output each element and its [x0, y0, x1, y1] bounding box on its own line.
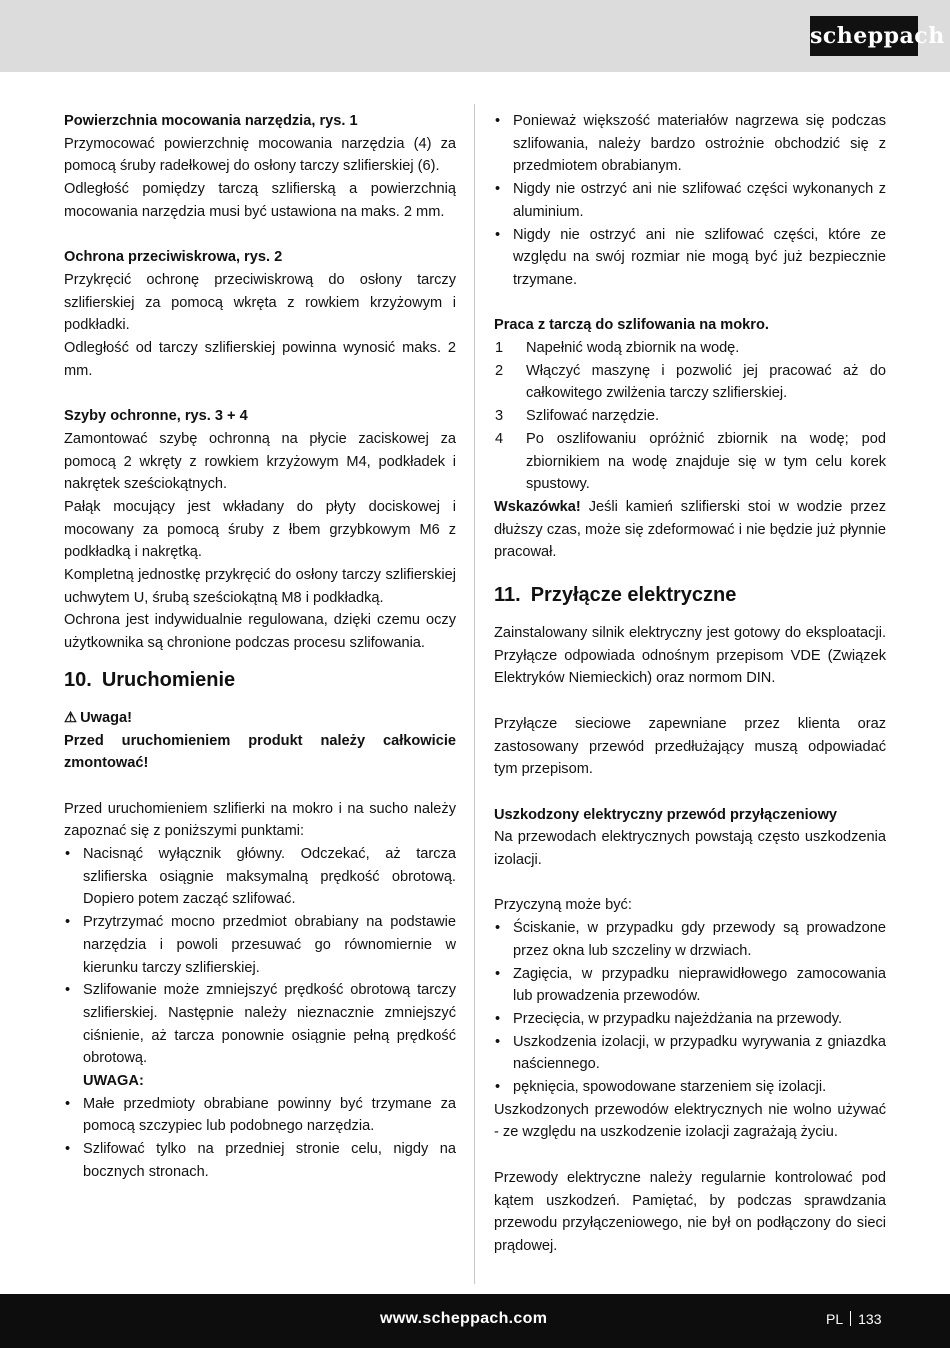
paragraph: Zamontować szybę ochronną na płycie zaciskowej za pomocą 2 wkręty z rowkiem krzyżowym M4, podkładek i nakrętek sześciokątnych.	[64, 430, 456, 493]
warning-triangle-icon: ⚠	[64, 709, 78, 726]
brand-logo: scheppach	[810, 16, 918, 56]
paragraph: Na przewodach elektrycznych powstają często uszkodzenia izolacji.	[494, 829, 886, 869]
section-title-electrical	[494, 580, 886, 610]
paragraph: Uszkodzonych przewodów elektrycznych nie wolno używać - ze względu na uszkodzenie izolacji zagrażają życiu.	[494, 1101, 886, 1141]
bullet-mark: •	[495, 965, 501, 982]
bullet-mark: •	[495, 181, 501, 198]
paragraph: Kompletną jednostkę przykręcić do osłony tarczy szlifierskiej uchwytem U, śrubą sześciokątną M8 i podkładką.	[64, 567, 456, 606]
paragraph: Przewody elektryczne należy regularnie kontrolować pod kątem uszkodzeń. Pamiętać, by podczas sprawdzania przewodu przyłączeniowego, nie był on podłączony do sieci prądowej.	[494, 1169, 886, 1254]
section-title-start-up	[64, 665, 456, 695]
section-title-text: Przyłącze elektryczne	[530, 584, 737, 607]
bullet-list	[64, 1093, 456, 1184]
paragraph: Zainstalowany silnik elektryczny jest gotowy do eksploatacji. Przyłącze odpowiada odnośnym przepisom VDE (Związek Elektryków Niemieckich) oraz normom DIN.	[494, 625, 886, 687]
bullet-mark: •	[65, 1095, 71, 1112]
bullet-mark: •	[495, 113, 501, 129]
step-number: 1	[495, 340, 504, 357]
bullet-mark: •	[495, 920, 501, 937]
list-item: • Nigdy nie ostrzyć ani nie szlifować części wykonanych z aluminium.	[494, 178, 886, 223]
section-number: 10.	[64, 668, 92, 691]
section-title-text: Uruchomienie	[101, 668, 236, 691]
bullet-mark: •	[495, 1033, 501, 1050]
list-item: • Szlifować tylko na przedniej stronie celu, nigdy na bocznych stronach.	[64, 1138, 456, 1183]
list-item: • Zagięcia, w przypadku nieprawidłowego zamocowania lub prowadzenia przewodów.	[494, 963, 886, 1008]
list-item: • pęknięcia, spowodowane starzeniem się izolacji.	[494, 1076, 886, 1099]
footer-bar	[0, 1294, 950, 1348]
left-column	[64, 110, 456, 1184]
paragraph: Przymocować powierzchnię mocowania narzędzia (4) za pomocą śruby radełkowej do osłony tarczy szlifierskiej (6).	[64, 135, 456, 175]
list-item: • Ściskanie, w przypadku gdy przewody są prowadzone przez okna lub szczeliny w drzwiach.	[494, 917, 886, 962]
section-number: 11.	[494, 584, 521, 607]
warning-text: Przed uruchomieniem produkt należy całkowicie zmontować!	[64, 732, 456, 772]
list-item: • Ponieważ większość materiałów nagrzewa się podczas szlifowania, należy bardzo ostrożnie obchodzić się z przedmiotem obrabianym.	[494, 110, 886, 178]
step-number: 2	[495, 362, 504, 379]
bullet-list	[494, 110, 886, 292]
bullet-mark: •	[65, 982, 71, 999]
list-item: 2 Włączyć maszynę i pozwolić jej pracować aż do całkowitego zwilżenia tarczy szlifierskiej.	[494, 360, 886, 405]
list-item: • Uszkodzenia izolacji, w przypadku wyrywania z gniazdka naściennego.	[494, 1031, 886, 1076]
page-indicator	[826, 1311, 881, 1327]
page-number: 133	[858, 1311, 882, 1327]
hint-label: Wskazówka!	[494, 498, 581, 515]
page-separator	[850, 1311, 851, 1326]
paragraph: Przyłącze sieciowe zapewniane przez klienta oraz zastosowany przewód przedłużający muszą odpowiadać tym przepisom.	[494, 715, 886, 778]
section-heading-damaged-cable: Uszkodzony elektryczny przewód przyłączeniowy	[494, 806, 838, 823]
bullet-list	[494, 917, 886, 1099]
list-item: • Szlifowanie może zmniejszyć prędkość obrotową tarczy szlifierskiej. Następnie należy nieznacznie zmniejszyć ciśnienie, aż tarcza ponownie osiągnie pełną prędkość obrotową.	[64, 979, 456, 1070]
section-heading-tool-rest: Powierzchnia mocowania narzędzia, rys. 1	[64, 113, 358, 129]
section-heading-spark-guard: Ochrona przeciwiskrowa, rys. 2	[64, 249, 283, 266]
paragraph: Pałąk mocujący jest wkładany do płyty dociskowej i mocowany za pomocą śruby z łbem grzybkowym M6 z podkładką i nakrętką.	[64, 498, 456, 561]
bullet-mark: •	[65, 846, 71, 863]
list-item: 3 Szlifować narzędzie.	[494, 405, 886, 428]
section-heading-eye-shields: Szyby ochronne, rys. 3 + 4	[64, 408, 248, 425]
step-number: 4	[495, 430, 504, 447]
bullet-list	[64, 843, 456, 1070]
hint-paragraph: Wskazówka! Jeśli kamień szlifierski stoi w wodzie przez dłuższy czas, może się zdeformować i nie będzie już płynnie pracował.	[494, 498, 886, 561]
warning-heading	[64, 707, 456, 730]
language-code: PL	[826, 1311, 844, 1327]
paragraph: Przykręcić ochronę przeciwiskrową do osłony tarczy szlifierskiej za pomocą wkręta z rowkiem krzyżowym i podkładki.	[64, 271, 456, 334]
bullet-mark: •	[495, 1010, 501, 1027]
list-item: 4 Po oszlifowaniu opróżnić zbiornik na wodę; pod zbiornikiem na wodę znajduje się w tym celu korek spustowy.	[494, 428, 886, 496]
list-item: • Przecięcia, w przypadku najeżdżania na przewody.	[494, 1008, 886, 1031]
bullet-mark: •	[495, 226, 501, 243]
list-item: • Nigdy nie ostrzyć ani nie szlifować części, które ze względu na swój rozmiar nie mogą być już bezpiecznie trzymane.	[494, 224, 886, 292]
website-link[interactable]: www.scheppach.com	[380, 1310, 548, 1327]
list-item: 1 Napełnić wodą zbiornik na wodę.	[494, 337, 886, 360]
list-item: • Przytrzymać mocno przedmiot obrabiany na podstawie narzędzia i powoli przesuwać go równomiernie w kierunku tarczy szlifierskiej.	[64, 911, 456, 979]
right-column	[494, 110, 886, 1258]
paragraph: Odległość pomiędzy tarczą szlifierską a powierzchnią mocowania narzędzia musi być ustawiona na maks. 2 mm.	[64, 181, 456, 220]
header-bar	[0, 0, 950, 72]
bullet-mark: •	[65, 914, 71, 931]
numbered-list	[494, 337, 886, 496]
list-item: • Nacisnąć wyłącznik główny. Odczekać, aż tarcza szlifierska osiągnie maksymalną prędkość obrotową. Dopiero potem zacząć szlifować.	[64, 843, 456, 911]
caution-label: UWAGA:	[83, 1073, 144, 1090]
bullet-mark: •	[65, 1141, 71, 1158]
paragraph: Ochrona jest indywidualnie regulowana, dzięki czemu oczy użytkownika są chronione podczas procesu szlifowania.	[64, 612, 456, 652]
paragraph: Przyczyną może być:	[494, 897, 632, 914]
warning-label: Uwaga!	[80, 709, 132, 726]
bullet-mark: •	[495, 1079, 501, 1096]
column-divider	[474, 104, 475, 1284]
step-number: 3	[495, 408, 504, 425]
paragraph: Przed uruchomieniem szlifierki na mokro i na sucho należy zapoznać się z poniższymi punktami:	[64, 800, 456, 840]
section-heading-wet-grinding: Praca z tarczą do szlifowania na mokro.	[494, 317, 769, 334]
list-item: • Małe przedmioty obrabiane powinny być trzymane za pomocą szczypiec lub podobnego narzędzia.	[64, 1093, 456, 1138]
paragraph: Odległość od tarczy szlifierskiej powinna wynosić maks. 2 mm.	[64, 340, 456, 379]
